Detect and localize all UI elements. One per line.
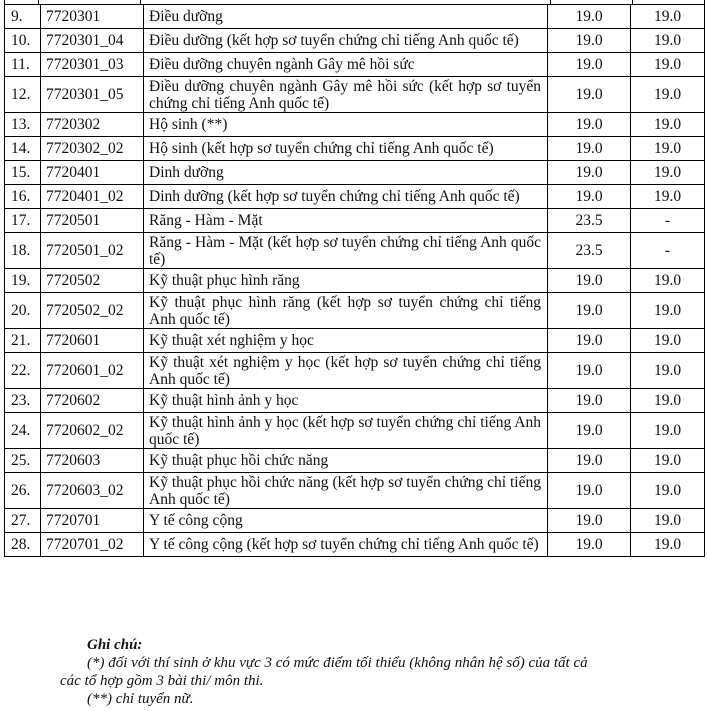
- program-code: 7720501: [41, 209, 144, 233]
- score-column-2: 19.0: [631, 293, 705, 329]
- program-name: Hộ sinh (**): [144, 113, 548, 137]
- table-row: [5, 449, 705, 473]
- program-code: 7720603: [41, 449, 144, 473]
- program-code: 7720602: [41, 389, 144, 413]
- program-name: Răng - Hàm - Mặt (kết hợp sơ tuyển chứng chỉ tiếng Anh quốc tế): [144, 233, 548, 269]
- score-column-1: 19.0: [548, 449, 631, 473]
- row-number: 12.: [5, 77, 41, 113]
- table-row: [5, 389, 705, 413]
- row-number: 15.: [5, 161, 41, 185]
- score-column-1: 19.0: [548, 113, 631, 137]
- score-column-2: 19.0: [631, 29, 705, 53]
- score-column-2: 19.0: [631, 329, 705, 353]
- score-column-1: 19.0: [548, 353, 631, 389]
- program-code: 7720701: [41, 509, 144, 533]
- program-code: 7720502: [41, 269, 144, 293]
- program-code: 7720301_04: [41, 29, 144, 53]
- program-code: 7720501_02: [41, 233, 144, 269]
- program-name: Hộ sinh (kết hợp sơ tuyển chứng chỉ tiếng Anh quốc tế): [144, 137, 548, 161]
- score-column-1: 19.0: [548, 293, 631, 329]
- score-column-1: 19.0: [548, 29, 631, 53]
- table-row: [5, 77, 705, 113]
- table-row: [5, 473, 705, 509]
- program-name: Y tế công cộng (kết hợp sơ tuyển chứng chỉ tiếng Anh quốc tế): [144, 533, 548, 557]
- table-row: [5, 29, 705, 53]
- score-column-1: 19.0: [548, 329, 631, 353]
- program-code: 7720603_02: [41, 473, 144, 509]
- program-name: Kỹ thuật phục hồi chức năng (kết hợp sơ tuyển chứng chỉ tiếng Anh quốc tế): [144, 473, 548, 509]
- table-row: [5, 209, 705, 233]
- program-name: Kỹ thuật hình ảnh y học: [144, 389, 548, 413]
- program-code: 7720302: [41, 113, 144, 137]
- score-column-1: 19.0: [548, 161, 631, 185]
- score-column-1: 19.0: [548, 473, 631, 509]
- table-row: [5, 269, 705, 293]
- table-row: [5, 509, 705, 533]
- program-name: Kỹ thuật phục hồi chức năng: [144, 449, 548, 473]
- program-name: Răng - Hàm - Mặt: [144, 209, 548, 233]
- score-column-2: 19.0: [631, 113, 705, 137]
- score-column-2: 19.0: [631, 449, 705, 473]
- program-name: Kỹ thuật hình ảnh y học (kết hợp sơ tuyển chứng chỉ tiếng Anh quốc tế): [144, 413, 548, 449]
- score-column-2: 19.0: [631, 509, 705, 533]
- table-row: [5, 53, 705, 77]
- score-column-2: 19.0: [631, 389, 705, 413]
- table-row: [5, 413, 705, 449]
- program-name: Dinh dưỡng: [144, 161, 548, 185]
- program-code: 7720301_03: [41, 53, 144, 77]
- score-column-1: 23.5: [548, 209, 631, 233]
- row-number: 27.: [5, 509, 41, 533]
- score-column-1: 19.0: [548, 533, 631, 557]
- program-code: 7720502_02: [41, 293, 144, 329]
- row-number: 11.: [5, 53, 41, 77]
- score-column-2: -: [631, 209, 705, 233]
- score-column-1: 19.0: [548, 509, 631, 533]
- score-column-1: 19.0: [548, 185, 631, 209]
- row-number: 28.: [5, 533, 41, 557]
- row-number: 17.: [5, 209, 41, 233]
- score-column-2: 19.0: [631, 53, 705, 77]
- score-column-1: 19.0: [548, 5, 631, 29]
- table-row: [5, 353, 705, 389]
- program-code: 7720301: [41, 5, 144, 29]
- table-row: [5, 293, 705, 329]
- program-name: Kỹ thuật phục hình răng (kết hợp sơ tuyển chứng chỉ tiếng Anh quốc tế): [144, 293, 548, 329]
- score-column-2: 19.0: [631, 5, 705, 29]
- table-row: [5, 233, 705, 269]
- score-column-2: 19.0: [631, 353, 705, 389]
- score-column-1: 19.0: [548, 77, 631, 113]
- program-name: Điều dưỡng chuyên ngành Gây mê hồi sức: [144, 53, 548, 77]
- row-number: 23.: [5, 389, 41, 413]
- table-row: [5, 185, 705, 209]
- row-number: 13.: [5, 113, 41, 137]
- admission-score-table: [4, 4, 705, 557]
- score-column-1: 19.0: [548, 137, 631, 161]
- program-code: 7720401: [41, 161, 144, 185]
- row-number: 25.: [5, 449, 41, 473]
- table-row: [5, 161, 705, 185]
- row-number: 22.: [5, 353, 41, 389]
- score-column-1: 19.0: [548, 269, 631, 293]
- program-name: Điều dưỡng: [144, 5, 548, 29]
- row-number: 24.: [5, 413, 41, 449]
- score-column-2: 19.0: [631, 473, 705, 509]
- program-code: 7720601: [41, 329, 144, 353]
- table-row: [5, 533, 705, 557]
- table-row: [5, 113, 705, 137]
- score-column-2: 19.0: [631, 137, 705, 161]
- program-code: 7720602_02: [41, 413, 144, 449]
- score-column-2: 19.0: [631, 269, 705, 293]
- notes-section: [0, 636, 707, 708]
- row-number: 10.: [5, 29, 41, 53]
- table-body: [5, 5, 705, 557]
- program-name: Kỹ thuật xét nghiệm y học: [144, 329, 548, 353]
- score-column-2: -: [631, 233, 705, 269]
- row-number: 26.: [5, 473, 41, 509]
- program-name: Kỹ thuật xét nghiệm y học (kết hợp sơ tuyển chứng chỉ tiếng Anh quốc tế): [144, 353, 548, 389]
- program-name: Y tế công cộng: [144, 509, 548, 533]
- program-code: 7720302_02: [41, 137, 144, 161]
- score-column-2: 19.0: [631, 185, 705, 209]
- program-code: 7720301_05: [41, 77, 144, 113]
- score-column-2: 19.0: [631, 161, 705, 185]
- note-1-line-1: (*) đối với thí sinh ở khu vực 3 có mức điểm tối thiểu (không nhân hệ số) của tất cả: [87, 655, 588, 671]
- program-name: Điều dưỡng (kết hợp sơ tuyển chứng chỉ tiếng Anh quốc tế): [144, 29, 548, 53]
- program-name: Điều dưỡng chuyên ngành Gây mê hồi sức (kết hợp sơ tuyển chứng chỉ tiếng Anh quốc tế): [144, 77, 548, 113]
- score-column-2: 19.0: [631, 533, 705, 557]
- row-number: 19.: [5, 269, 41, 293]
- score-column-2: 19.0: [631, 77, 705, 113]
- table-row: [5, 137, 705, 161]
- notes-title: Ghi chú:: [87, 637, 143, 653]
- row-number: 21.: [5, 329, 41, 353]
- note-2: (**) chỉ tuyển nữ.: [87, 691, 194, 707]
- row-number: 18.: [5, 233, 41, 269]
- score-column-1: 23.5: [548, 233, 631, 269]
- score-column-1: 19.0: [548, 413, 631, 449]
- score-column-1: 19.0: [548, 53, 631, 77]
- score-column-2: 19.0: [631, 413, 705, 449]
- row-number: 20.: [5, 293, 41, 329]
- program-code: 7720601_02: [41, 353, 144, 389]
- row-number: 14.: [5, 137, 41, 161]
- program-name: Dinh dưỡng (kết hợp sơ tuyển chứng chỉ tiếng Anh quốc tế): [144, 185, 548, 209]
- program-code: 7720701_02: [41, 533, 144, 557]
- row-number: 9.: [5, 5, 41, 29]
- program-code: 7720401_02: [41, 185, 144, 209]
- row-number: 16.: [5, 185, 41, 209]
- table-row: [5, 329, 705, 353]
- table-row: [5, 5, 705, 29]
- note-1-line-2: các tổ hợp gồm 3 bài thi/ môn thi.: [60, 673, 264, 689]
- program-name: Kỹ thuật phục hình răng: [144, 269, 548, 293]
- score-column-1: 19.0: [548, 389, 631, 413]
